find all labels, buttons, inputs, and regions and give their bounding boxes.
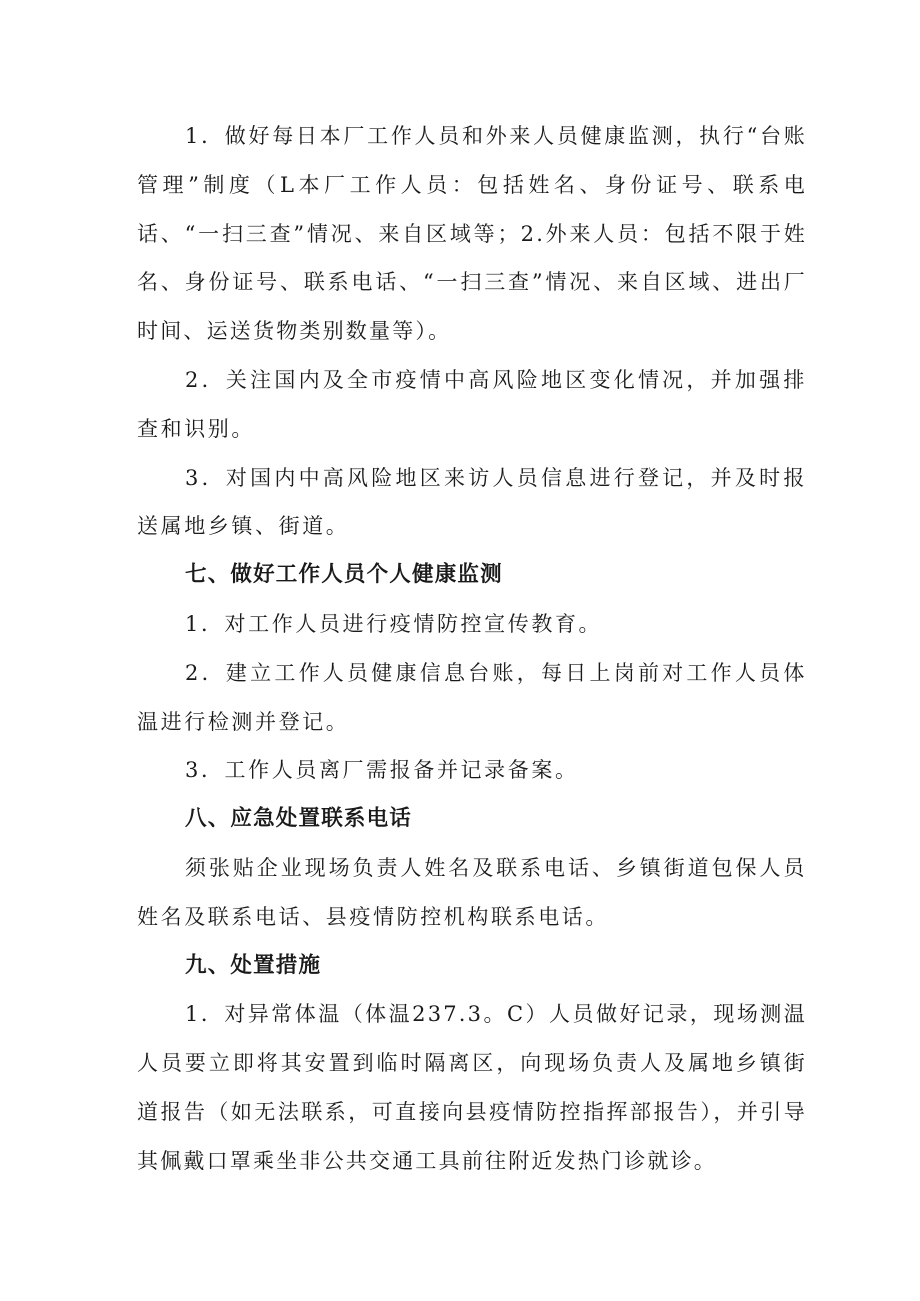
section-9-heading: 九、处置措施: [185, 952, 322, 978]
section-9-item-1: 1．对异常体温（体温237.3。C）人员做好记录，现场测温人员要立即将其安置到临时隔离区，向现场负责人及属地乡镇街道报告（如无法联系，可直接向县疫情防控指挥部报告），并引导其佩戴口罩乘坐非公共交通工具前往附近发热门诊就诊。: [137, 1002, 807, 1173]
section-6-item-3: 3．对国内中高风险地区来访人员信息进行登记，并及时报送属地乡镇、街道。: [137, 465, 807, 539]
section-7-item-1: 1．对工作人员进行疫情防控宣传教育。: [185, 611, 603, 636]
section-6-item-1: 1．做好每日本厂工作人员和外来人员健康监测，执行“台账管理”制度（L本厂工作人员：包括姓名、身份证号、联系电话、“一扫三查”情况、来自区域等；2.外来人员：包括不限于姓名、身份证号、联系电话、“一扫三查”情况、来自区域、进出厂时间、运送货物类别数量等）。: [137, 124, 807, 344]
section-7-item-2: 2．建立工作人员健康信息台账，每日上岗前对工作人员体温进行检测并登记。: [137, 660, 807, 734]
section-6-item-2: 2．关注国内及全市疫情中高风险地区变化情况，并加强排查和识别。: [137, 367, 807, 441]
document-body: [137, 112, 807, 1186]
section-7-item-3: 3．工作人员离厂需报备并记录备案。: [185, 758, 579, 783]
section-7-heading: 七、做好工作人员个人健康监测: [185, 562, 503, 588]
section-8-text: 须张贴企业现场负责人姓名及联系电话、乡镇街道包保人员姓名及联系电话、县疫情防控机构联系电话。: [137, 855, 807, 929]
section-8-heading: 八、应急处置联系电话: [185, 806, 413, 832]
